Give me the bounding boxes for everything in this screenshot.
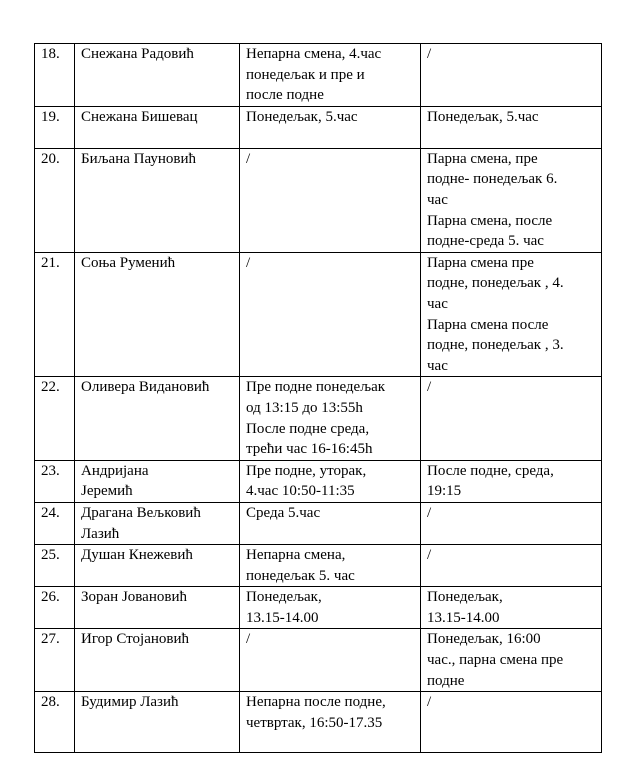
row-number: 24.: [35, 502, 75, 544]
teacher-name: Будимир Лазић: [75, 692, 240, 753]
schedule-cell: Пре подне понедељак од 13:15 до 13:55h После подне среда, трећи час 16-16:45h: [240, 377, 421, 460]
schedule-cell: /: [421, 545, 602, 587]
schedule-cell: /: [421, 377, 602, 460]
schedule-cell: /: [421, 692, 602, 753]
teacher-name: Драгана Вељковић Лазић: [75, 502, 240, 544]
schedule-cell: /: [240, 148, 421, 252]
schedule-cell: Среда 5.час: [240, 502, 421, 544]
schedule-cell: Пре подне, уторак, 4.час 10:50-11:35: [240, 460, 421, 502]
row-number: 20.: [35, 148, 75, 252]
schedule-cell: Понедељак, 16:00 час., парна смена пре подне: [421, 629, 602, 692]
schedule-cell: Понедељак, 13.15-14.00: [240, 587, 421, 629]
row-number: 27.: [35, 629, 75, 692]
schedule-cell: /: [421, 502, 602, 544]
table-row: [35, 502, 602, 544]
table-row: [35, 377, 602, 460]
row-number: 23.: [35, 460, 75, 502]
teacher-name: Снежана Бишевац: [75, 106, 240, 148]
table-row: [35, 252, 602, 377]
schedule-cell: Непарна смена, понедељак 5. час: [240, 545, 421, 587]
table-row: [35, 44, 602, 107]
teacher-name: Снежана Радовић: [75, 44, 240, 107]
teacher-name: Андријана Јеремић: [75, 460, 240, 502]
table-row: [35, 587, 602, 629]
schedule-cell: Парна смена пре подне, понедељак , 4. час Парна смена после подне, понедељак , 3. час: [421, 252, 602, 377]
teacher-name: Биљана Пауновић: [75, 148, 240, 252]
schedule-cell: После подне, среда, 19:15: [421, 460, 602, 502]
schedule-cell: Непарна после подне, четвртак, 16:50-17.35: [240, 692, 421, 753]
teacher-name: Душан Кнежевић: [75, 545, 240, 587]
row-number: 22.: [35, 377, 75, 460]
schedule-cell: /: [421, 44, 602, 107]
row-number: 18.: [35, 44, 75, 107]
table-row: [35, 545, 602, 587]
table-row: [35, 692, 602, 753]
row-number: 21.: [35, 252, 75, 377]
schedule-cell: Понедељак, 13.15-14.00: [421, 587, 602, 629]
schedule-table: [34, 43, 602, 753]
table-row: [35, 106, 602, 148]
row-number: 19.: [35, 106, 75, 148]
teacher-name: Оливера Видановић: [75, 377, 240, 460]
row-number: 28.: [35, 692, 75, 753]
row-number: 26.: [35, 587, 75, 629]
teacher-name: Игор Стојановић: [75, 629, 240, 692]
table-row: [35, 148, 602, 252]
row-number: 25.: [35, 545, 75, 587]
schedule-table-body: [35, 44, 602, 753]
teacher-name: Зоран Јовановић: [75, 587, 240, 629]
schedule-cell: Непарна смена, 4.час понедељак и пре и после подне: [240, 44, 421, 107]
table-row: [35, 629, 602, 692]
schedule-cell: Понедељак, 5.час: [240, 106, 421, 148]
schedule-cell: Парна смена, пре подне- понедељак 6. час Парна смена, после подне-среда 5. час: [421, 148, 602, 252]
schedule-cell: /: [240, 252, 421, 377]
teacher-name: Соња Руменић: [75, 252, 240, 377]
schedule-cell: Понедељак, 5.час: [421, 106, 602, 148]
schedule-cell: /: [240, 629, 421, 692]
table-row: [35, 460, 602, 502]
